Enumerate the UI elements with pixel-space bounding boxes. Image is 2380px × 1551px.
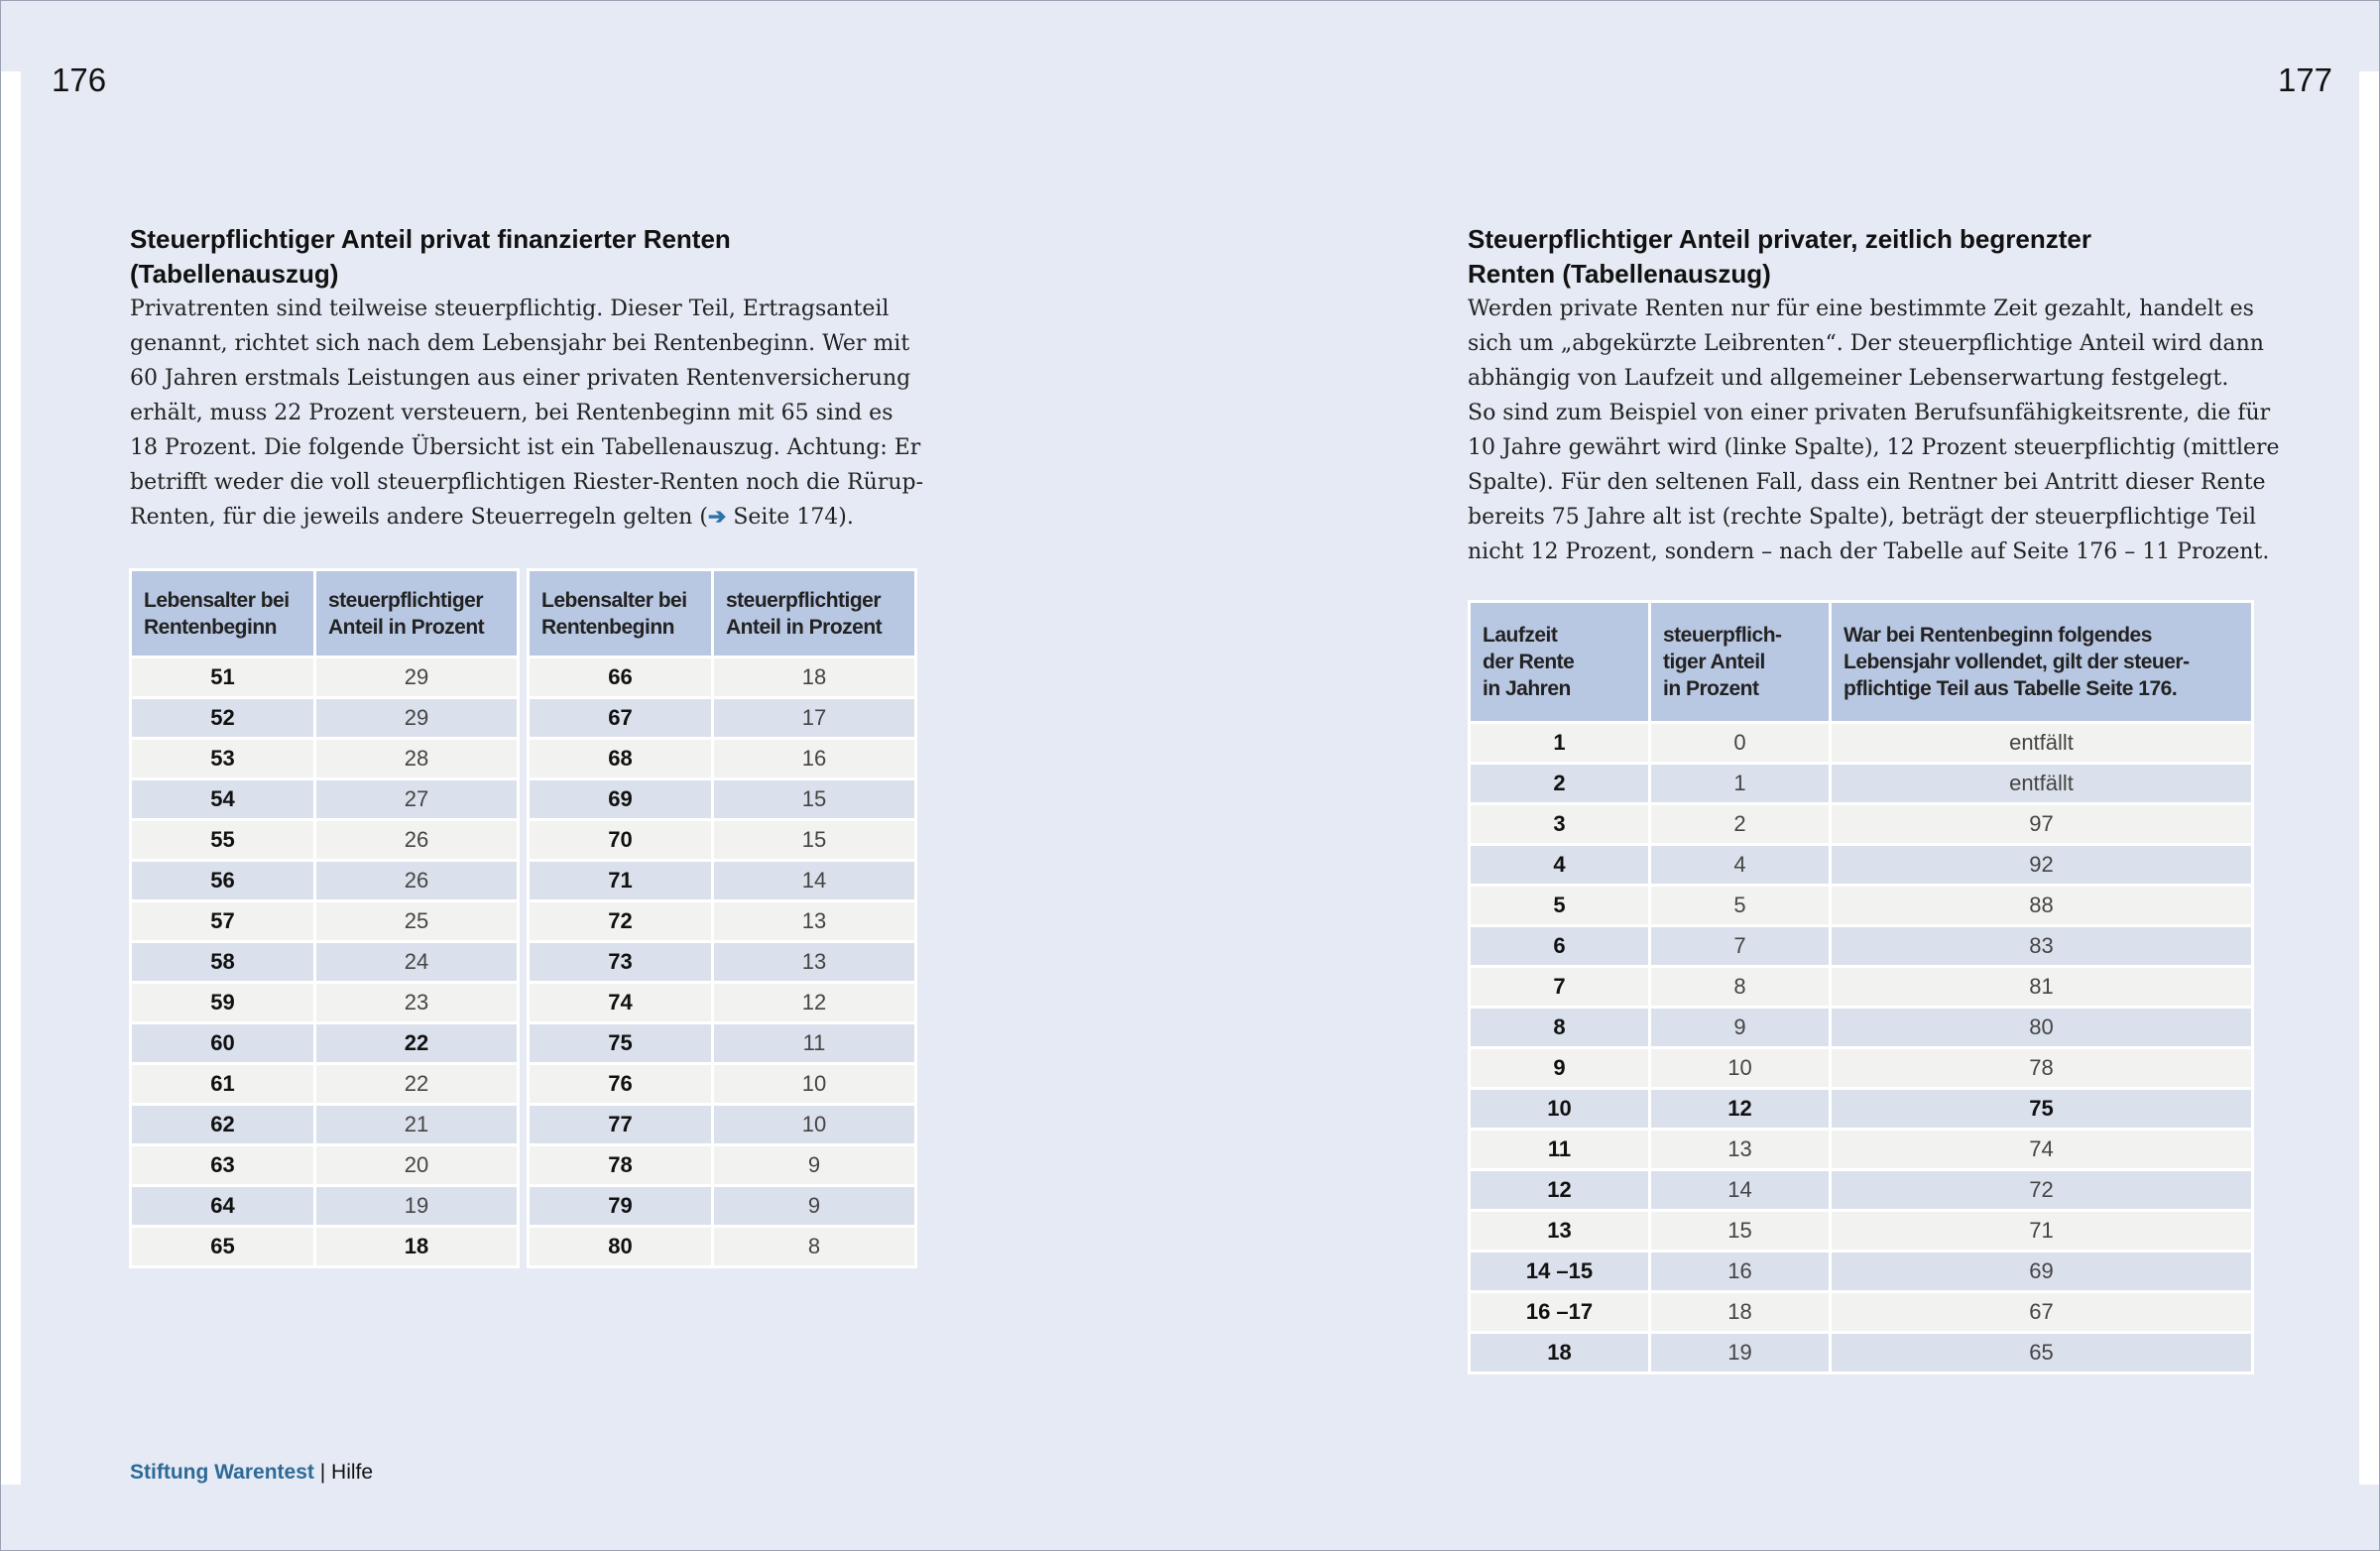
table-row [131, 820, 519, 861]
column-header-age: Lebensalter bei Rentenbeginn [529, 570, 713, 657]
table-cell: 29 [315, 657, 519, 698]
table-row [131, 1105, 519, 1145]
table-cell: 55 [131, 820, 315, 861]
table-cell: 29 [315, 698, 519, 739]
table-cell: 27 [315, 779, 519, 820]
table-cell: 66 [529, 657, 713, 698]
footer [130, 1461, 373, 1485]
table-cell: 80 [529, 1227, 713, 1267]
table-row [1470, 723, 2253, 764]
body-text-fragment: Renten, für die jeweils andere Steuerregeln gelten ( [130, 505, 708, 530]
header-line: Lebensjahr vollendet, gilt der steuer- [1844, 651, 2190, 673]
table-cell: 16 [713, 739, 916, 779]
body-line: sich um „abgekürzte Leibrenten“. Der steuerpflichtige Anteil wird dann [1468, 331, 2264, 356]
table-cell: 73 [529, 942, 713, 983]
table-cell: 54 [131, 779, 315, 820]
table-cell: 69 [529, 779, 713, 820]
table-row [529, 1227, 916, 1267]
table-cell: 0 [1650, 723, 1831, 764]
table-cell: 19 [1650, 1333, 1831, 1373]
table-cell: 4 [1650, 845, 1831, 886]
table-cell: 7 [1470, 967, 1650, 1008]
footer-separator: | [319, 1461, 326, 1484]
table-cell: 74 [529, 983, 713, 1023]
table-cell: 11 [713, 1023, 916, 1064]
table-cell: 21 [315, 1105, 519, 1145]
table-row [1470, 1130, 2253, 1170]
table-cell: 75 [1831, 1089, 2253, 1130]
table-row [1470, 926, 2253, 967]
table-row [529, 942, 916, 983]
table-cell: 19 [315, 1186, 519, 1227]
table-cell: 51 [131, 657, 315, 698]
table-row [1470, 967, 2253, 1008]
left-heading [130, 222, 913, 292]
table-row [1470, 1292, 2253, 1333]
table-row [131, 1227, 519, 1267]
table-cell: 18 [315, 1227, 519, 1267]
left-body-text [130, 292, 924, 535]
body-line: 10 Jahre gewährt wird (linke Spalte), 12 Prozent steuerpflichtig (mittlere [1468, 435, 2280, 460]
table-row [1470, 845, 2253, 886]
header-line: der Rente [1483, 651, 1575, 673]
table-cell: 24 [315, 942, 519, 983]
table-row [529, 861, 916, 901]
table-cell: 76 [529, 1064, 713, 1105]
left-article [130, 222, 924, 535]
table-cell: 12 [1470, 1170, 1650, 1211]
body-line: Spalte). Für den seltenen Fall, dass ein Rentner bei Antritt dieser Rente [1468, 470, 2266, 495]
body-line: So sind zum Beispiel von einer privaten Berufsunfähigkeitsrente, die für [1468, 401, 2271, 425]
table-cell: 62 [131, 1105, 315, 1145]
table-cell: 52 [131, 698, 315, 739]
table-row [1470, 1089, 2253, 1130]
table-cell: 5 [1650, 886, 1831, 926]
page-number-left: 176 [52, 61, 107, 98]
right-body-text [1468, 292, 2280, 569]
table-row [529, 1186, 916, 1227]
table-row [529, 820, 916, 861]
table-row [1470, 1252, 2253, 1292]
body-line: betrifft weder die voll steuerpflichtigen Riester-Renten noch die Rürup- [130, 470, 924, 495]
body-line: genannt, richtet sich nach dem Lebensjahr bei Rentenbeginn. Wer mit [130, 331, 910, 356]
table-cell: 80 [1831, 1008, 2253, 1048]
table-cell: 13 [1650, 1130, 1831, 1170]
table-cell: 22 [315, 1064, 519, 1105]
age-table-2 [527, 568, 917, 1268]
table-cell: 7 [1650, 926, 1831, 967]
table-cell: 9 [1470, 1048, 1650, 1089]
table-cell: 20 [315, 1145, 519, 1186]
table-cell: 75 [529, 1023, 713, 1064]
table-cell: 65 [131, 1227, 315, 1267]
table-cell: 1 [1650, 764, 1831, 804]
table-cell: 4 [1470, 845, 1650, 886]
table-cell: 2 [1650, 804, 1831, 845]
table-cell: 28 [315, 739, 519, 779]
table-cell: 79 [529, 1186, 713, 1227]
table-cell: 61 [131, 1064, 315, 1105]
body-line: 60 Jahren erstmals Leistungen aus einer privaten Rentenversicherung [130, 366, 911, 391]
table-cell: 14 [713, 861, 916, 901]
table-row [1470, 804, 2253, 845]
term-table-body [1470, 723, 2253, 1373]
page-reference: Seite 174). [726, 505, 854, 530]
table-cell: 53 [131, 739, 315, 779]
table-row [131, 698, 519, 739]
page-edge-left [1, 71, 21, 1485]
body-line: Privatrenten sind teilweise steuerpflichtig. Dieser Teil, Ertragsanteil [130, 297, 890, 321]
body-line: abhängig von Laufzeit und allgemeiner Lebenserwartung festgelegt. [1468, 366, 2229, 391]
table-cell: 15 [1650, 1211, 1831, 1252]
table-cell: 72 [1831, 1170, 2253, 1211]
table-cell: 67 [1831, 1292, 2253, 1333]
table-cell: 69 [1831, 1252, 2253, 1292]
table-cell: 5 [1470, 886, 1650, 926]
table-cell: 81 [1831, 967, 2253, 1008]
table-cell: 15 [713, 820, 916, 861]
table-cell: 13 [713, 942, 916, 983]
table-cell: entfällt [1831, 723, 2253, 764]
column-header-share: steuerpflichtiger Anteil in Prozent [315, 570, 519, 657]
body-line: nicht 12 Prozent, sondern – nach der Tabelle auf Seite 176 – 11 Prozent. [1468, 539, 2270, 564]
body-line: 18 Prozent. Die folgende Übersicht ist ein Tabellenauszug. Achtung: Er [130, 435, 921, 460]
table-cell: 60 [131, 1023, 315, 1064]
table-cell: 65 [1831, 1333, 2253, 1373]
body-line: Werden private Renten nur für eine bestimmte Zeit gezahlt, handelt es [1468, 297, 2254, 321]
table-row [1470, 1008, 2253, 1048]
page-edge-right [2359, 71, 2379, 1485]
table-cell: 10 [713, 1064, 916, 1105]
table-row [131, 942, 519, 983]
table-cell: 70 [529, 820, 713, 861]
table-row [529, 1105, 916, 1145]
table-cell: 18 [713, 657, 916, 698]
column-header-term [1470, 602, 1650, 723]
table-cell: 1 [1470, 723, 1650, 764]
table-cell: 10 [1650, 1048, 1831, 1089]
table-cell: 72 [529, 901, 713, 942]
table-cell: 14 [1650, 1170, 1831, 1211]
table-row [1470, 1170, 2253, 1211]
page-number-right: 177 [2277, 61, 2332, 98]
term-table [1468, 600, 2254, 1374]
table-row [131, 779, 519, 820]
table-cell: 71 [529, 861, 713, 901]
table-cell: 56 [131, 861, 315, 901]
table-row [529, 1145, 916, 1186]
table-cell: 57 [131, 901, 315, 942]
table-row [131, 739, 519, 779]
table-cell: 15 [713, 779, 916, 820]
table-cell: 2 [1470, 764, 1650, 804]
body-line: bereits 75 Jahre alt ist (rechte Spalte), beträgt der steuerpflichtige Teil [1468, 505, 2257, 530]
table-cell: 16 –17 [1470, 1292, 1650, 1333]
table-cell: 17 [713, 698, 916, 739]
table-row [1470, 1333, 2253, 1373]
table-row [131, 861, 519, 901]
right-heading [1468, 222, 2261, 292]
header-line: tiger Anteil [1663, 651, 1765, 673]
table-cell: 88 [1831, 886, 2253, 926]
footer-section: Hilfe [331, 1461, 374, 1484]
table-cell: 58 [131, 942, 315, 983]
table-cell: 67 [529, 698, 713, 739]
table-row [131, 1064, 519, 1105]
heading-line: Steuerpflichtiger Anteil privater, zeitlich begrenzter [1468, 224, 2091, 254]
table-cell: 9 [713, 1145, 916, 1186]
table-cell: 59 [131, 983, 315, 1023]
column-header-share [1650, 602, 1831, 723]
table-cell: 12 [1650, 1089, 1831, 1130]
heading-line: (Tabellenauszug) [130, 259, 339, 289]
age-table-1-body [131, 657, 519, 1267]
table-cell: 9 [713, 1186, 916, 1227]
table-cell: 22 [315, 1023, 519, 1064]
table-cell: 14 –15 [1470, 1252, 1650, 1292]
table-cell: 11 [1470, 1130, 1650, 1170]
spread-border-top [0, 0, 2380, 1]
table-row [529, 901, 916, 942]
table-cell: 10 [1470, 1089, 1650, 1130]
table-cell: 10 [713, 1105, 916, 1145]
table-cell: 6 [1470, 926, 1650, 967]
table-cell: 78 [529, 1145, 713, 1186]
header-line: Laufzeit [1483, 624, 1558, 647]
table-row [529, 657, 916, 698]
table-cell: 13 [1470, 1211, 1650, 1252]
table-row [529, 1064, 916, 1105]
table-cell: 26 [315, 820, 519, 861]
table-cell: 83 [1831, 926, 2253, 967]
table-row [131, 657, 519, 698]
table-cell: 97 [1831, 804, 2253, 845]
table-row [529, 779, 916, 820]
column-header-age-rule [1831, 602, 2253, 723]
table-cell: 25 [315, 901, 519, 942]
column-header-share: steuerpflichtiger Anteil in Prozent [713, 570, 916, 657]
table-cell: 18 [1650, 1292, 1831, 1333]
table-row [1470, 764, 2253, 804]
table-cell: 18 [1470, 1333, 1650, 1373]
table-cell: 3 [1470, 804, 1650, 845]
table-cell: 12 [713, 983, 916, 1023]
table-row [131, 1186, 519, 1227]
table-cell: 77 [529, 1105, 713, 1145]
table-row [131, 983, 519, 1023]
table-cell: 63 [131, 1145, 315, 1186]
table-cell: 74 [1831, 1130, 2253, 1170]
table-cell: 8 [1650, 967, 1831, 1008]
header-line: in Prozent [1663, 677, 1759, 700]
table-row [131, 1145, 519, 1186]
table-cell: 9 [1650, 1008, 1831, 1048]
table-cell: 8 [1470, 1008, 1650, 1048]
header-line: War bei Rentenbeginn folgendes [1844, 624, 2152, 647]
body-line: erhält, muss 22 Prozent versteuern, bei Rentenbeginn mit 65 sind es [130, 401, 893, 425]
table-cell: entfällt [1831, 764, 2253, 804]
table-cell: 68 [529, 739, 713, 779]
table-cell: 71 [1831, 1211, 2253, 1252]
table-cell: 64 [131, 1186, 315, 1227]
column-header-age: Lebensalter bei Rentenbeginn [131, 570, 315, 657]
heading-line: Steuerpflichtiger Anteil privat finanzierter Renten [130, 224, 731, 254]
table-cell: 23 [315, 983, 519, 1023]
table-cell: 26 [315, 861, 519, 901]
table-row [131, 1023, 519, 1064]
footer-brand: Stiftung Warentest [130, 1461, 314, 1484]
table-cell: 16 [1650, 1252, 1831, 1292]
header-line: in Jahren [1483, 677, 1571, 700]
table-row [529, 1023, 916, 1064]
table-cell: 13 [713, 901, 916, 942]
table-row [131, 901, 519, 942]
heading-line: Renten (Tabellenauszug) [1468, 259, 1771, 289]
header-line: pflichtige Teil aus Tabelle Seite 176. [1844, 677, 2178, 700]
table-row [529, 983, 916, 1023]
table-row [529, 698, 916, 739]
table-row [1470, 886, 2253, 926]
body-line [130, 500, 913, 535]
table-row [529, 739, 916, 779]
table-cell: 92 [1831, 845, 2253, 886]
table-row [1470, 1211, 2253, 1252]
table-cell: 78 [1831, 1048, 2253, 1089]
age-table-2-body [529, 657, 916, 1267]
arrow-right-icon: ➔ [707, 504, 727, 530]
age-table-1 [129, 568, 520, 1268]
table-row [1470, 1048, 2253, 1089]
right-article [1468, 222, 2280, 569]
header-line: steuerpflich- [1663, 624, 1782, 647]
table-cell: 8 [713, 1227, 916, 1267]
